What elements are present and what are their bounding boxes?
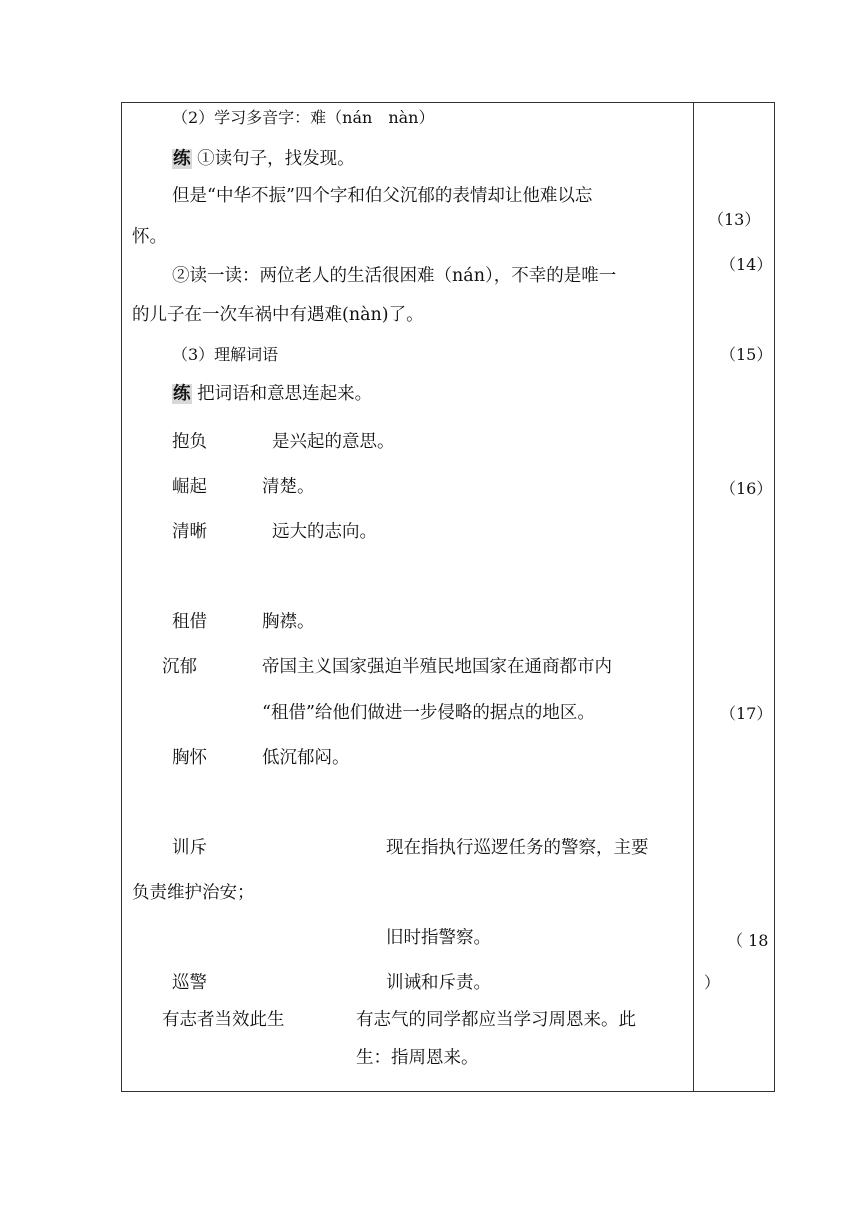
meaning-item: 旧时指警察。	[386, 928, 491, 948]
sentence-1-line-2: 怀。	[132, 227, 167, 247]
side-number: （13）	[708, 210, 761, 229]
exercise-2-line-1: ②读一读：两位老人的生活很困难（nán），不幸的是唯一	[172, 266, 617, 286]
word-item: 清晰	[172, 522, 207, 542]
meaning-item: 生：指周恩来。	[356, 1048, 479, 1068]
side-number: （15）	[720, 345, 773, 364]
meaning-item: 清楚。	[262, 477, 315, 497]
lian-label-2: 练	[173, 384, 191, 404]
vocab-heading: （3）理解词语	[172, 345, 279, 364]
exercise-1-line	[172, 147, 355, 171]
polyphone-heading: （2）学习多音字：难（nán nàn）	[172, 108, 435, 127]
meaning-item: 远大的志向。	[272, 522, 377, 542]
meaning-item: “租借”给他们做进一步侵略的据点的地区。	[262, 703, 595, 723]
meaning-item: 负责维护治安；	[132, 883, 255, 903]
meaning-item: 低沉郁闷。	[262, 748, 350, 768]
word-item: 训斥	[172, 838, 207, 858]
meaning-item: 是兴起的意思。	[272, 432, 395, 452]
meaning-item: 胸襟。	[262, 612, 315, 632]
side-number: （14）	[720, 255, 773, 274]
exercise-1-instruction: ①读句子，找发现。	[197, 149, 355, 169]
side-number: （ 18	[727, 931, 769, 950]
word-item: 沉郁	[162, 657, 197, 677]
exercise-3-line	[172, 382, 372, 406]
lian-label: 练	[173, 149, 191, 169]
side-number: （16）	[720, 479, 773, 498]
word-item: 租借	[172, 612, 207, 632]
word-item: 巡警	[172, 973, 207, 993]
exercise-2-line-2: 的儿子在一次车祸中有遇难(nàn)了。	[132, 305, 424, 325]
column-divider	[693, 102, 694, 1092]
side-number: ）	[704, 973, 721, 992]
sentence-1-line-1: 但是“中华不振”四个字和伯父沉郁的表情却让他难以忘	[172, 186, 593, 206]
meaning-item: 现在指执行巡逻任务的警察，主要	[386, 838, 649, 858]
word-item: 崛起	[172, 477, 207, 497]
meaning-item: 帝国主义国家强迫半殖民地国家在通商都市内	[262, 657, 612, 677]
meaning-item: 训诫和斥责。	[386, 973, 491, 993]
meaning-item: 有志气的同学都应当学习周恩来。此	[356, 1010, 636, 1030]
word-item: 抱负	[172, 432, 207, 452]
exercise-3-instruction: 把词语和意思连起来。	[197, 384, 373, 404]
word-item: 胸怀	[172, 748, 207, 768]
side-number: （17）	[720, 704, 773, 723]
word-item: 有志者当效此生	[162, 1010, 285, 1030]
